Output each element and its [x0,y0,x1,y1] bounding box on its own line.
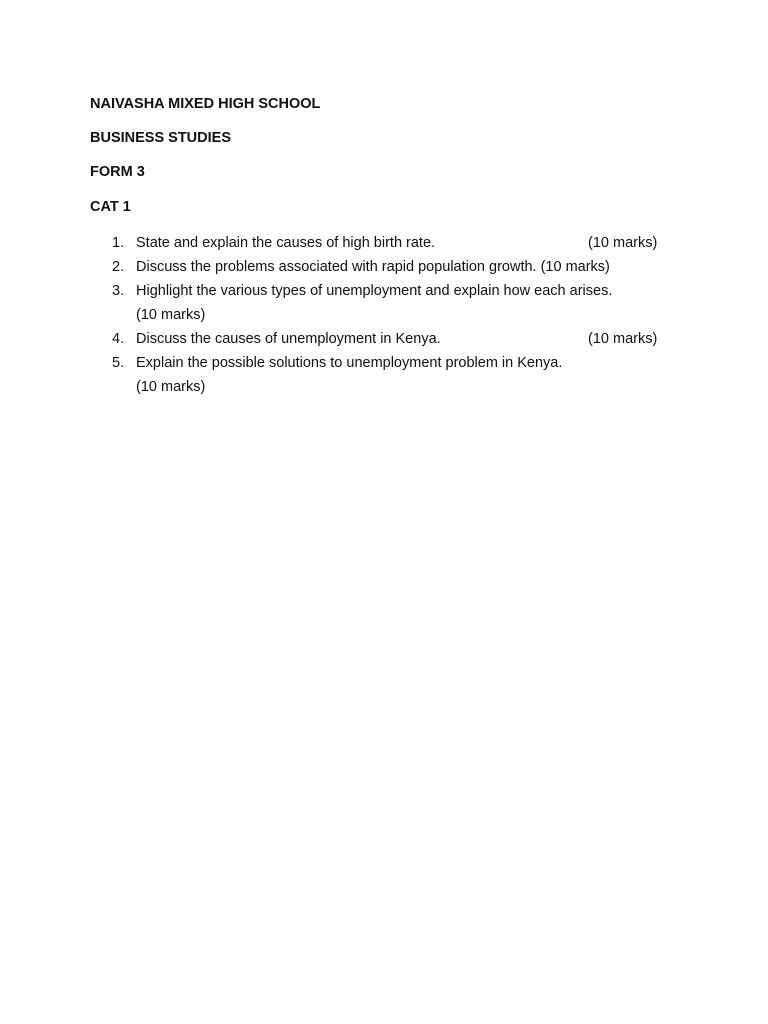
question-text: State and explain the causes of high birth rate. [136,235,436,251]
subject-title: BUSINESS STUDIES [90,130,231,146]
question-number: 1. [112,235,125,251]
question-list [0,231,768,399]
school-name: NAIVASHA MIXED HIGH SCHOOL [90,96,321,112]
question-text-with-marks [136,255,610,279]
question-item [0,351,768,399]
question-number: 4. [112,331,125,347]
question-number: 3. [112,283,125,299]
question-number: 5. [112,355,125,371]
question-marks: (10 marks) [136,379,206,395]
question-item [0,231,768,255]
question-marks: (10 marks) [588,331,658,347]
question-text: Discuss the problems associated with rapid population growth. [136,259,537,275]
form-level: FORM 3 [90,164,145,180]
question-marks: (10 marks) [540,259,610,275]
question-text: Discuss the causes of unemployment in Kenya. [136,331,441,347]
question-item [0,255,768,279]
question-marks: (10 marks) [588,235,658,251]
question-item [0,279,768,327]
question-marks: (10 marks) [136,307,206,323]
question-text: Explain the possible solutions to unemployment problem in Kenya. [136,355,563,371]
assessment-title: CAT 1 [90,199,131,215]
question-item [0,327,768,351]
question-text: Highlight the various types of unemployment and explain how each arises. [136,283,613,299]
question-number: 2. [112,259,125,275]
